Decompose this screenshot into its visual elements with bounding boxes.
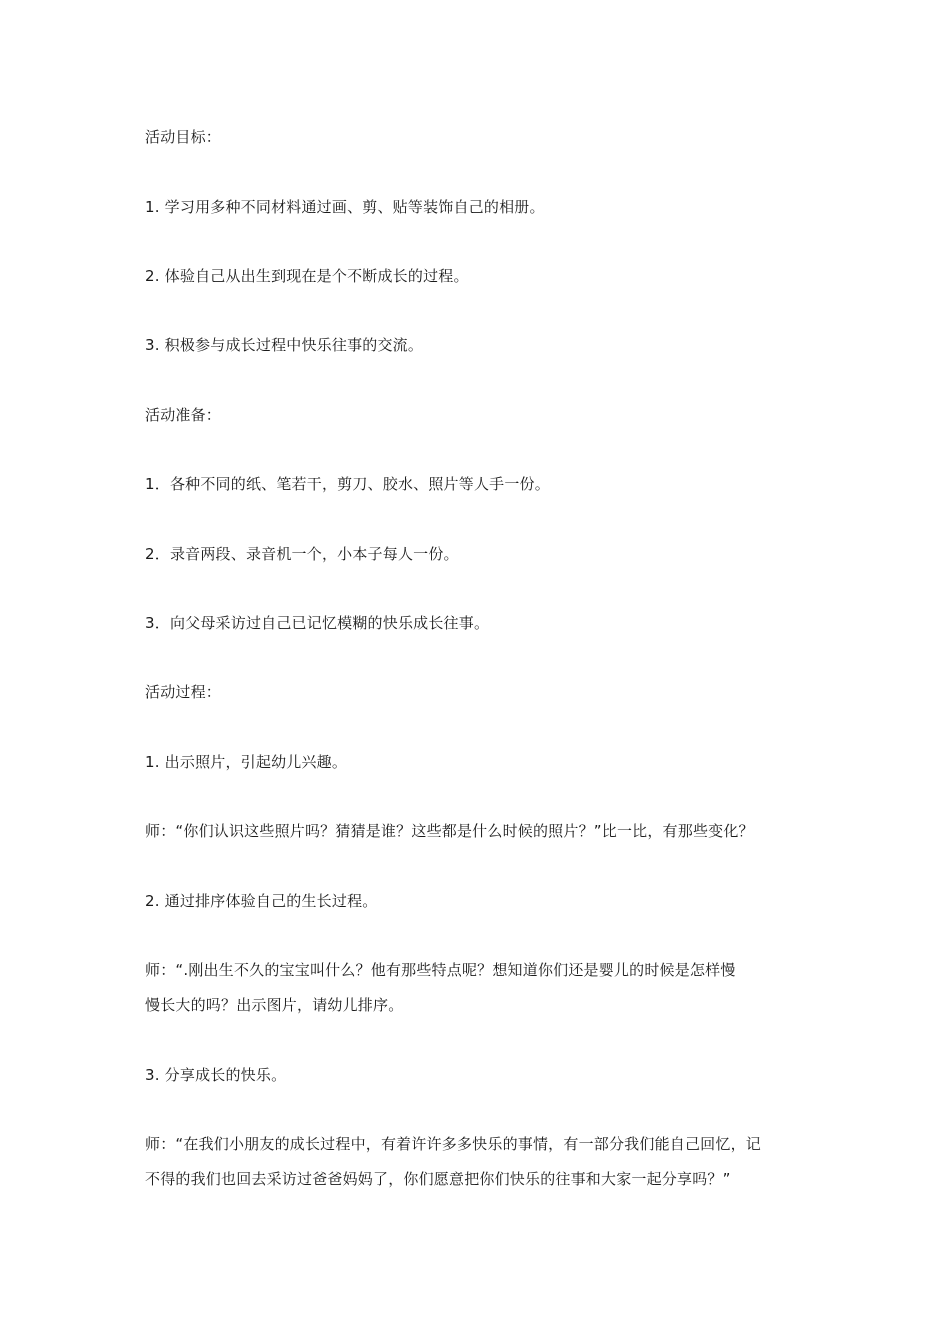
goal-item-3: 3. 积极参与成长过程中快乐往事的交流。 [145, 336, 424, 354]
teacher-dialogue-3-line-2: 不得的我们也回去采访过爸爸妈妈了，你们愿意把你们快乐的往事和大家一起分享吗？” [145, 1170, 731, 1188]
teacher-dialogue-2-line-1: 师：“.刚出生不久的宝宝叫什么？他有那些特点呢？想知道你们还是婴儿的时候是怎样慢 [145, 961, 736, 979]
process-step-1: 1. 出示照片，引起幼儿兴趣。 [145, 753, 348, 771]
teacher-dialogue-2-line-2: 慢长大的吗？出示图片，请幼儿排序。 [145, 996, 404, 1014]
heading-activity-preparation: 活动准备： [145, 406, 222, 424]
process-step-3: 3. 分享成长的快乐。 [145, 1066, 287, 1084]
preparation-item-3: 3．向父母采访过自己已记忆模糊的快乐成长往事。 [145, 614, 490, 632]
goal-item-1: 1. 学习用多种不同材料通过画、剪、贴等装饰自己的相册。 [145, 198, 545, 216]
goal-item-2: 2. 体验自己从出生到现在是个不断成长的过程。 [145, 267, 469, 285]
teacher-dialogue-1: 师：“你们认识这些照片吗？猜猜是谁？这些都是什么时候的照片？”比一比，有那些变化？ [145, 822, 754, 840]
heading-activity-process: 活动过程： [145, 683, 222, 701]
preparation-item-2: 2．录音两段、录音机一个，小本子每人一份。 [145, 545, 459, 563]
heading-activity-goals: 活动目标： [145, 128, 222, 146]
teacher-dialogue-3-line-1: 师：“在我们小朋友的成长过程中，有着许许多多快乐的事情，有一部分我们能自己回忆，记 [145, 1135, 761, 1153]
preparation-item-1: 1．各种不同的纸、笔若干，剪刀、胶水、照片等人手一份。 [145, 475, 550, 493]
process-step-2: 2. 通过排序体验自己的生长过程。 [145, 892, 378, 910]
